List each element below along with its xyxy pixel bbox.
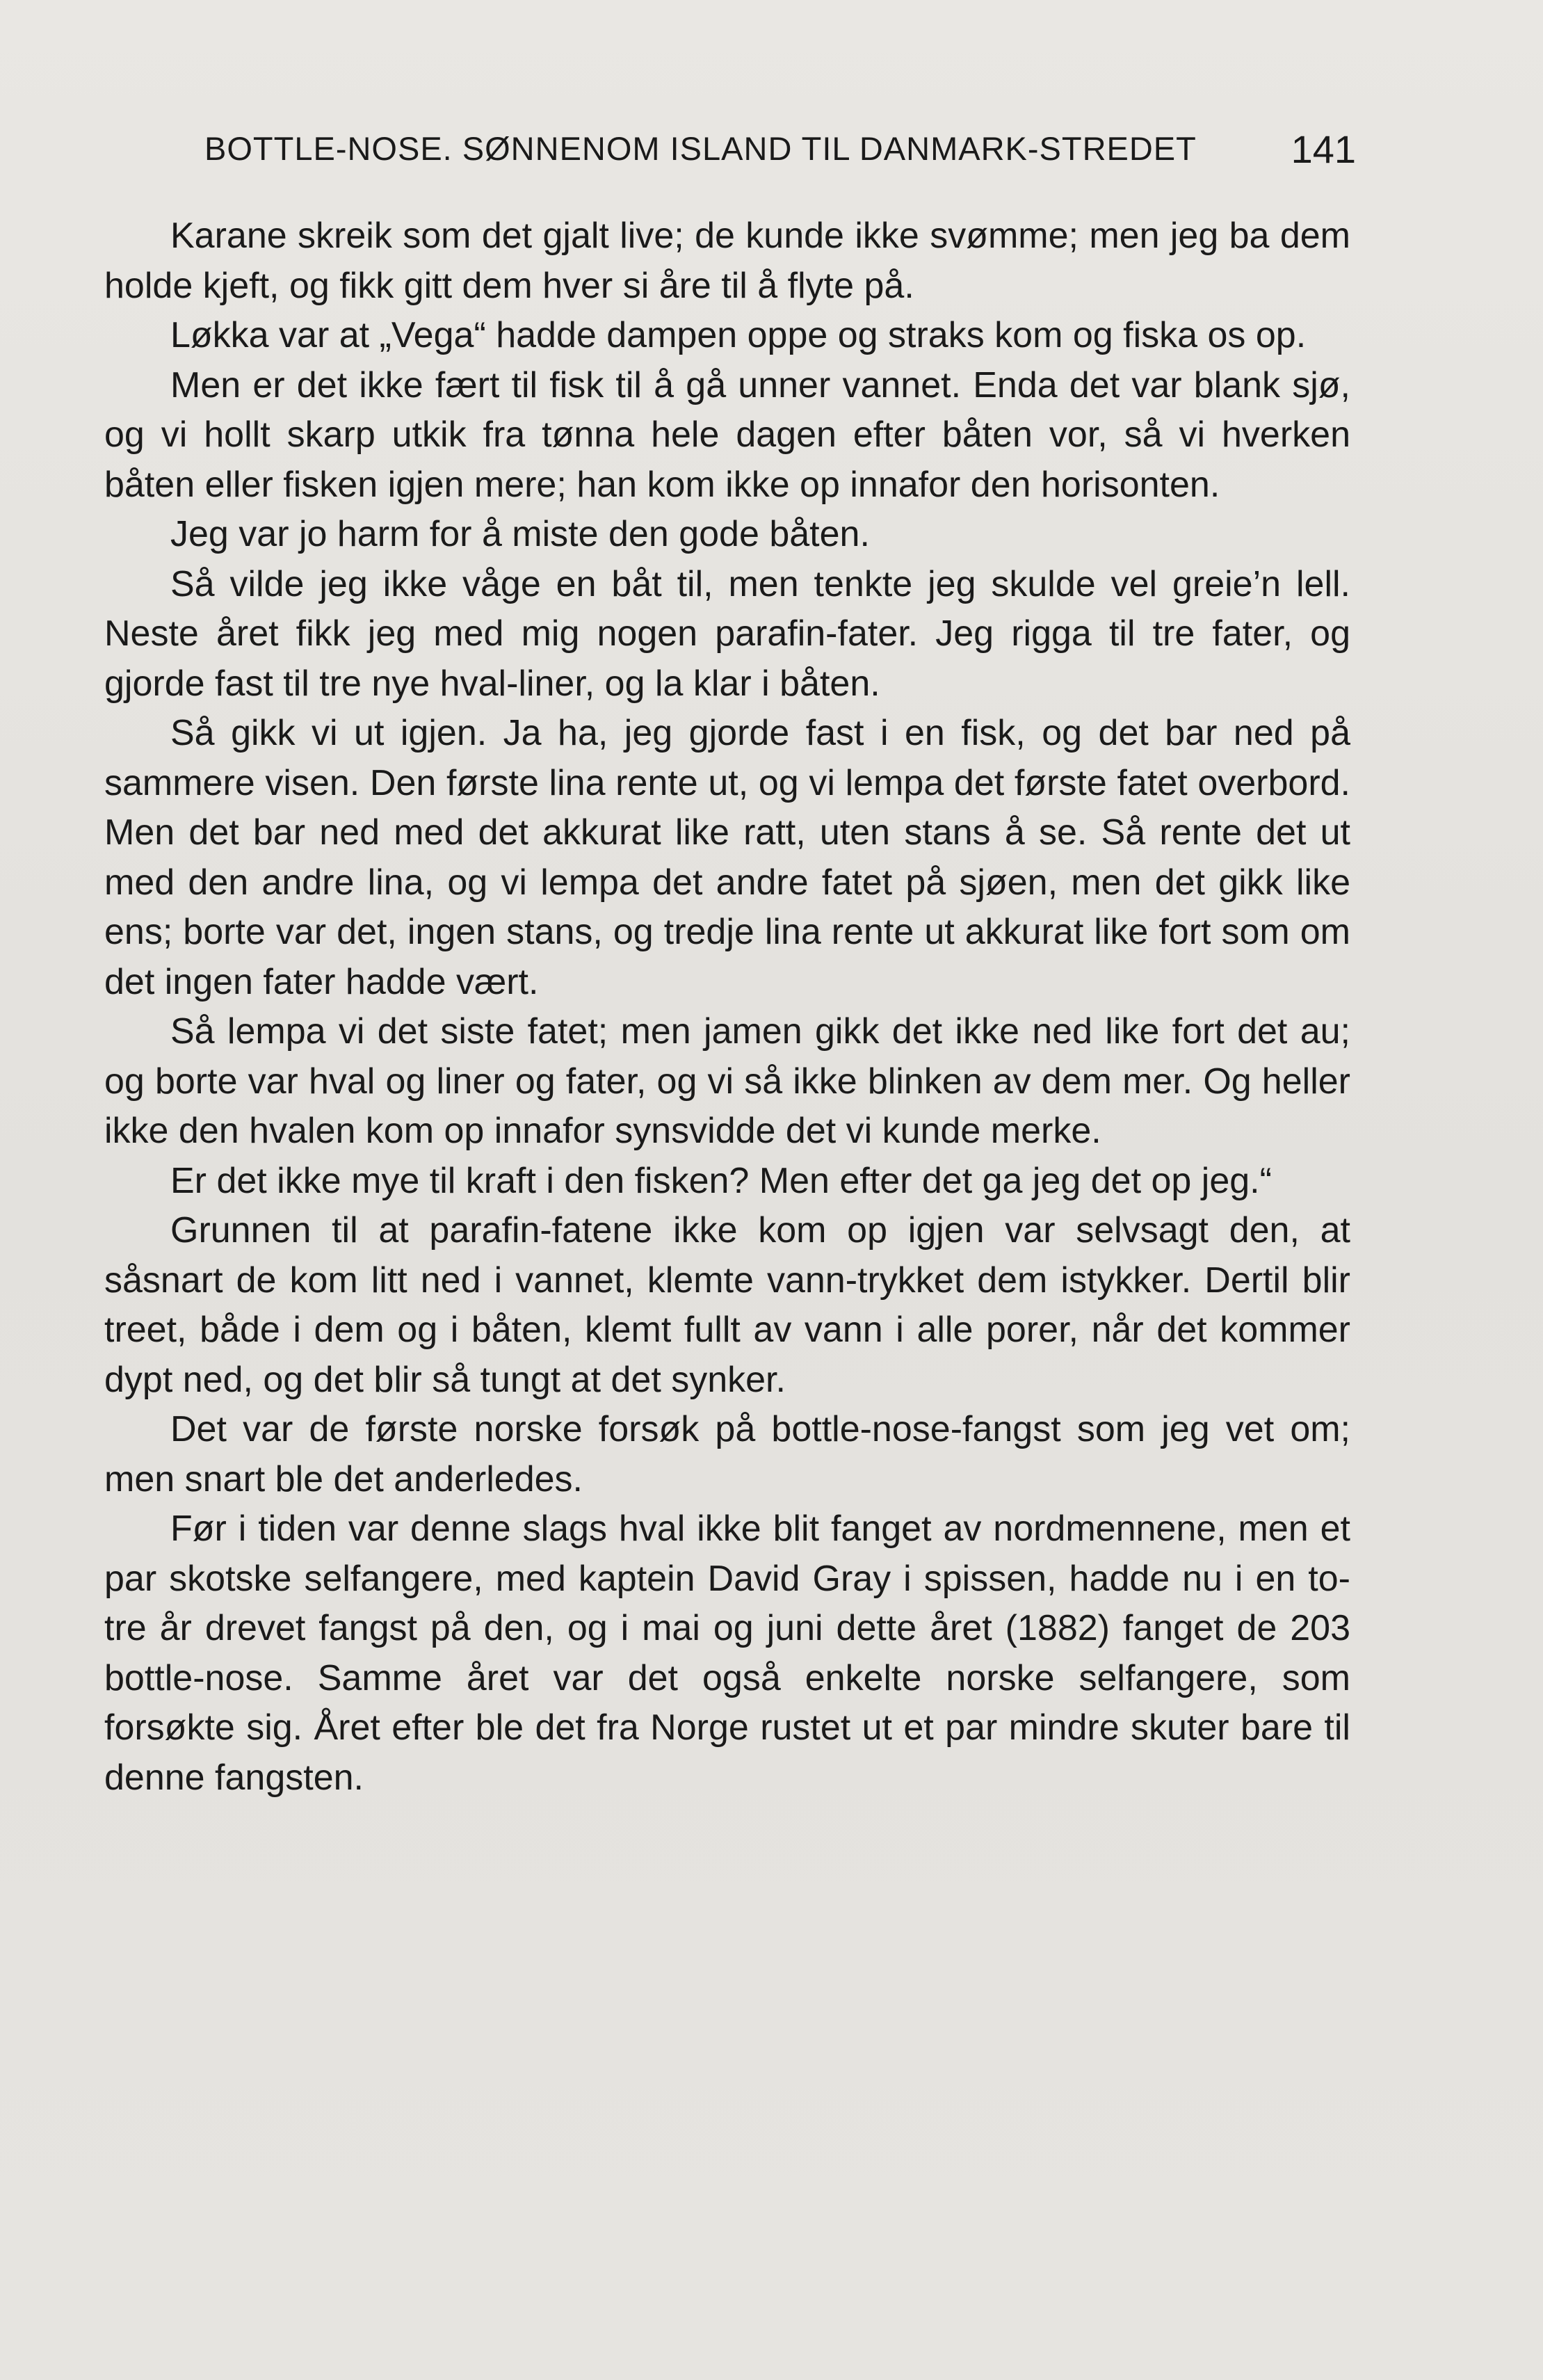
running-title: BOTTLE-NOSE. SØNNENOM ISLAND TIL DANMARK-STREDET: [204, 130, 1197, 167]
paragraph: Så vilde jeg ikke våge en båt til, men tenkte jeg skulde vel greie’n lell. Neste året fikk jeg med mig nogen parafin-fater. Jeg rigga til tre fater, og gjorde fast til tre nye hval-liner, og la klar i båten.: [104, 563, 1350, 704]
paragraph: Jeg var jo harm for å miste den gode båten.: [170, 514, 870, 554]
body-text: [104, 211, 1350, 1803]
page-number: 141: [1291, 127, 1356, 171]
paragraph: Karane skreik som det gjalt live; de kunde ikke svømme; men jeg ba dem holde kjeft, og fikk gitt dem hver si åre til å flyte på.: [104, 216, 1350, 306]
paragraph: Så gikk vi ut igjen. Ja ha, jeg gjorde fast i en fisk, og det bar ned på sammere visen. Den første lina rente ut, og vi lempa det første fatet overbord. Men det bar ned med det akkurat like ratt, uten stans å se. Så rente det ut med den andre lina, og vi lempa det andre fatet på sjøen, men det gikk like ens; borte var det, ingen stans, og tredje lina rente ut akkurat like fort som om det ingen fater hadde vært.: [104, 713, 1350, 1002]
paragraph: Før i tiden var denne slags hval ikke blit fanget av nordmennene, men et par skotske selfangere, med kaptein David Gray i spissen, hadde nu i en to-tre år drevet fangst på den, og i mai og juni dette året (1882) fanget de 203 bottle-nose. Samme året var det også enkelte norske selfangere, som forsøkte sig. Året efter ble det fra Norge rustet ut et par mindre skuter bare til denne fangsten.: [104, 1509, 1350, 1798]
page-header: [104, 124, 1356, 186]
paragraph: Grunnen til at parafin-fatene ikke kom op igjen var selvsagt den, at såsnart de kom litt ned i vannet, klemte vann-trykket dem istykker. Dertil blir treet, både i dem og i båten, klemt fullt av vann i alle porer, når det kommer dypt ned, og det blir så tungt at det synker.: [104, 1210, 1350, 1400]
paragraph: Løkka var at „Vega“ hadde dampen oppe og straks kom og fiska os op.: [170, 315, 1307, 355]
paragraph: Så lempa vi det siste fatet; men jamen gikk det ikke ned like fort det au; og borte var hval og liner og fater, og vi så ikke blinken av dem mer. Og heller ikke den hvalen kom op innafor synsvidde det vi kunde merke.: [104, 1011, 1350, 1151]
paragraph: Det var de første norske forsøk på bottle-nose-fangst som jeg vet om; men snart ble det anderledes.: [104, 1409, 1350, 1499]
paragraph: Men er det ikke fært til fisk til å gå unner vannet. Enda det var blank sjø, og vi hollt skarp utkik fra tønna hele dagen efter båten vor, så vi hverken båten eller fisken igjen mere; han kom ikke op innafor den horisonten.: [104, 364, 1350, 505]
paragraph: Er det ikke mye til kraft i den fisken? Men efter det ga jeg det op jeg.“: [170, 1160, 1272, 1201]
